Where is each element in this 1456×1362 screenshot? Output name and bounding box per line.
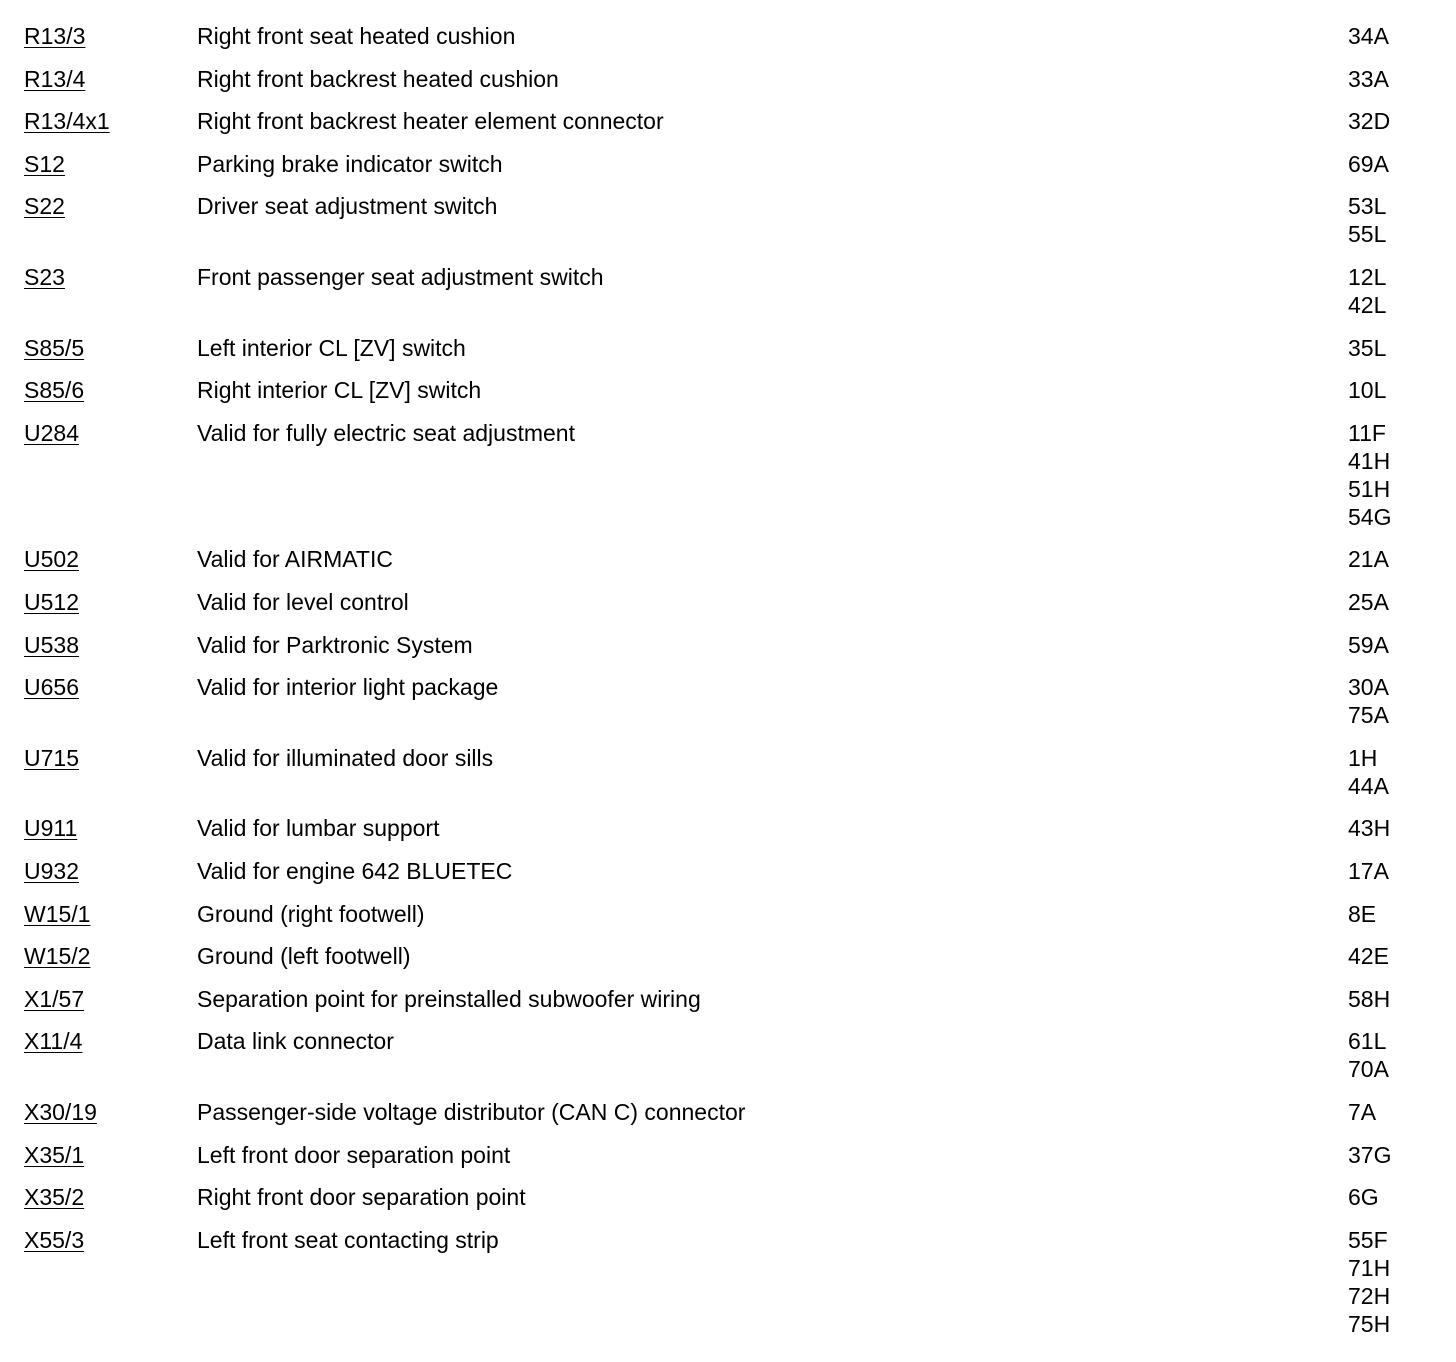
component-code-link[interactable]: U502 [24, 546, 79, 573]
grid-reference: 10L [1348, 377, 1387, 404]
component-code-link[interactable]: X35/1 [24, 1141, 85, 1168]
component-code-link[interactable]: S12 [24, 150, 65, 177]
component-code-link[interactable]: R13/4x1 [24, 108, 110, 135]
component-code-link[interactable]: W15/1 [24, 900, 91, 927]
grid-reference: 53L [1348, 193, 1387, 220]
grid-references [1348, 192, 1386, 248]
component-description: Valid for illuminated door sills [197, 744, 494, 771]
grid-references [1348, 985, 1390, 1013]
component-code-link[interactable]: R13/4 [24, 65, 86, 92]
component-code-link[interactable]: X35/2 [24, 1184, 85, 1211]
grid-references [1348, 744, 1389, 800]
component-description: Passenger-side voltage distributor (CAN C) connector [197, 1099, 746, 1125]
grid-reference: 54G [1348, 503, 1392, 530]
grid-references [1348, 22, 1389, 50]
component-code-link[interactable]: U538 [24, 631, 79, 658]
component-description: Right front seat heated cushion [197, 23, 516, 49]
grid-reference: 25A [1348, 589, 1389, 615]
component-description: Valid for lumbar support [197, 815, 440, 842]
grid-reference: 70A [1348, 1056, 1389, 1083]
component-code-link[interactable]: S23 [24, 264, 65, 290]
grid-reference: 6G [1348, 1184, 1379, 1211]
grid-reference: 21A [1348, 546, 1389, 573]
grid-reference: 58H [1348, 985, 1391, 1012]
grid-reference: 55L [1348, 221, 1387, 248]
grid-references [1348, 942, 1389, 970]
component-description: Right front backrest heated cushion [197, 65, 559, 92]
component-code-link[interactable]: S85/5 [24, 334, 85, 361]
grid-references [1348, 857, 1389, 885]
grid-reference: 11F [1348, 419, 1386, 446]
grid-reference: 12L [1348, 264, 1387, 290]
component-description: Separation point for preinstalled subwoofer wiring [197, 985, 701, 1012]
grid-references [1348, 419, 1391, 531]
component-code-link[interactable]: U512 [24, 589, 79, 615]
grid-reference: 69A [1348, 150, 1389, 177]
grid-reference: 17A [1348, 858, 1389, 884]
grid-reference: 51H [1348, 475, 1391, 502]
component-description: Right interior CL [ZV] switch [197, 377, 482, 404]
grid-reference: 72H [1348, 1282, 1391, 1309]
grid-references [1348, 1098, 1376, 1126]
grid-reference: 71H [1348, 1254, 1391, 1281]
component-code-link[interactable]: X1/57 [24, 985, 85, 1012]
component-description: Left interior CL [ZV] switch [197, 334, 466, 361]
component-description: Front passenger seat adjustment switch [197, 264, 604, 290]
component-code-link[interactable]: S22 [24, 193, 65, 220]
grid-reference: 34A [1348, 23, 1389, 49]
grid-references [1348, 1226, 1390, 1338]
component-description: Valid for AIRMATIC [197, 546, 393, 573]
grid-references [1348, 334, 1386, 362]
component-description: Valid for Parktronic System [197, 631, 473, 658]
grid-reference: 44A [1348, 772, 1389, 799]
grid-references [1348, 1183, 1379, 1211]
grid-reference: 32D [1348, 108, 1391, 135]
component-description: Data link connector [197, 1028, 394, 1055]
grid-reference: 42L [1348, 292, 1387, 318]
grid-references [1348, 65, 1389, 93]
component-description: Valid for fully electric seat adjustment [197, 419, 575, 446]
grid-reference: 7A [1348, 1099, 1377, 1125]
grid-references [1348, 1027, 1389, 1083]
component-description: Right front backrest heater element connector [197, 108, 664, 135]
grid-reference: 55F [1348, 1226, 1388, 1253]
component-description: Right front door separation point [197, 1184, 526, 1211]
component-description: Valid for engine 642 BLUETEC [197, 858, 513, 884]
component-code-link[interactable]: X11/4 [24, 1028, 83, 1055]
grid-reference: 59A [1348, 631, 1389, 658]
component-code-link[interactable]: U284 [24, 419, 79, 446]
grid-reference: 30A [1348, 674, 1389, 701]
component-code-link[interactable]: U715 [24, 744, 79, 771]
component-code-link[interactable]: X30/19 [24, 1099, 97, 1125]
grid-references [1348, 107, 1390, 135]
grid-references [1348, 588, 1389, 616]
grid-references [1348, 376, 1386, 404]
grid-reference: 61L [1348, 1028, 1387, 1055]
component-code-link[interactable]: W15/2 [24, 943, 91, 970]
grid-reference: 75A [1348, 702, 1389, 729]
component-code-link[interactable]: R13/3 [24, 23, 86, 49]
grid-reference: 42E [1348, 943, 1389, 970]
grid-reference: 37G [1348, 1141, 1392, 1168]
grid-references [1348, 545, 1389, 573]
grid-references [1348, 263, 1386, 319]
component-description: Ground (left footwell) [197, 943, 411, 970]
component-description: Ground (right footwell) [197, 900, 425, 927]
component-description: Left front seat contacting strip [197, 1226, 499, 1253]
grid-references [1348, 814, 1390, 842]
grid-reference: 1H [1348, 744, 1378, 771]
component-code-link[interactable]: S85/6 [24, 377, 85, 404]
component-description: Left front door separation point [197, 1141, 511, 1168]
grid-reference: 41H [1348, 447, 1391, 474]
grid-reference: 8E [1348, 900, 1377, 927]
grid-reference: 43H [1348, 815, 1391, 842]
grid-references [1348, 631, 1389, 659]
component-description: Parking brake indicator switch [197, 150, 503, 177]
grid-references [1348, 150, 1389, 178]
grid-references [1348, 1141, 1391, 1169]
component-code-link[interactable]: U932 [24, 858, 79, 884]
component-description: Valid for level control [197, 589, 409, 615]
grid-reference: 35L [1348, 334, 1387, 361]
component-description: Driver seat adjustment switch [197, 193, 498, 220]
grid-references [1348, 673, 1389, 729]
component-code-link[interactable]: U656 [24, 674, 79, 701]
component-description: Valid for interior light package [197, 674, 499, 701]
grid-references [1348, 900, 1376, 928]
grid-reference: 75H [1348, 1310, 1391, 1337]
component-code-link[interactable]: U911 [24, 815, 78, 842]
component-code-link[interactable]: X55/3 [24, 1226, 85, 1253]
grid-reference: 33A [1348, 65, 1389, 92]
